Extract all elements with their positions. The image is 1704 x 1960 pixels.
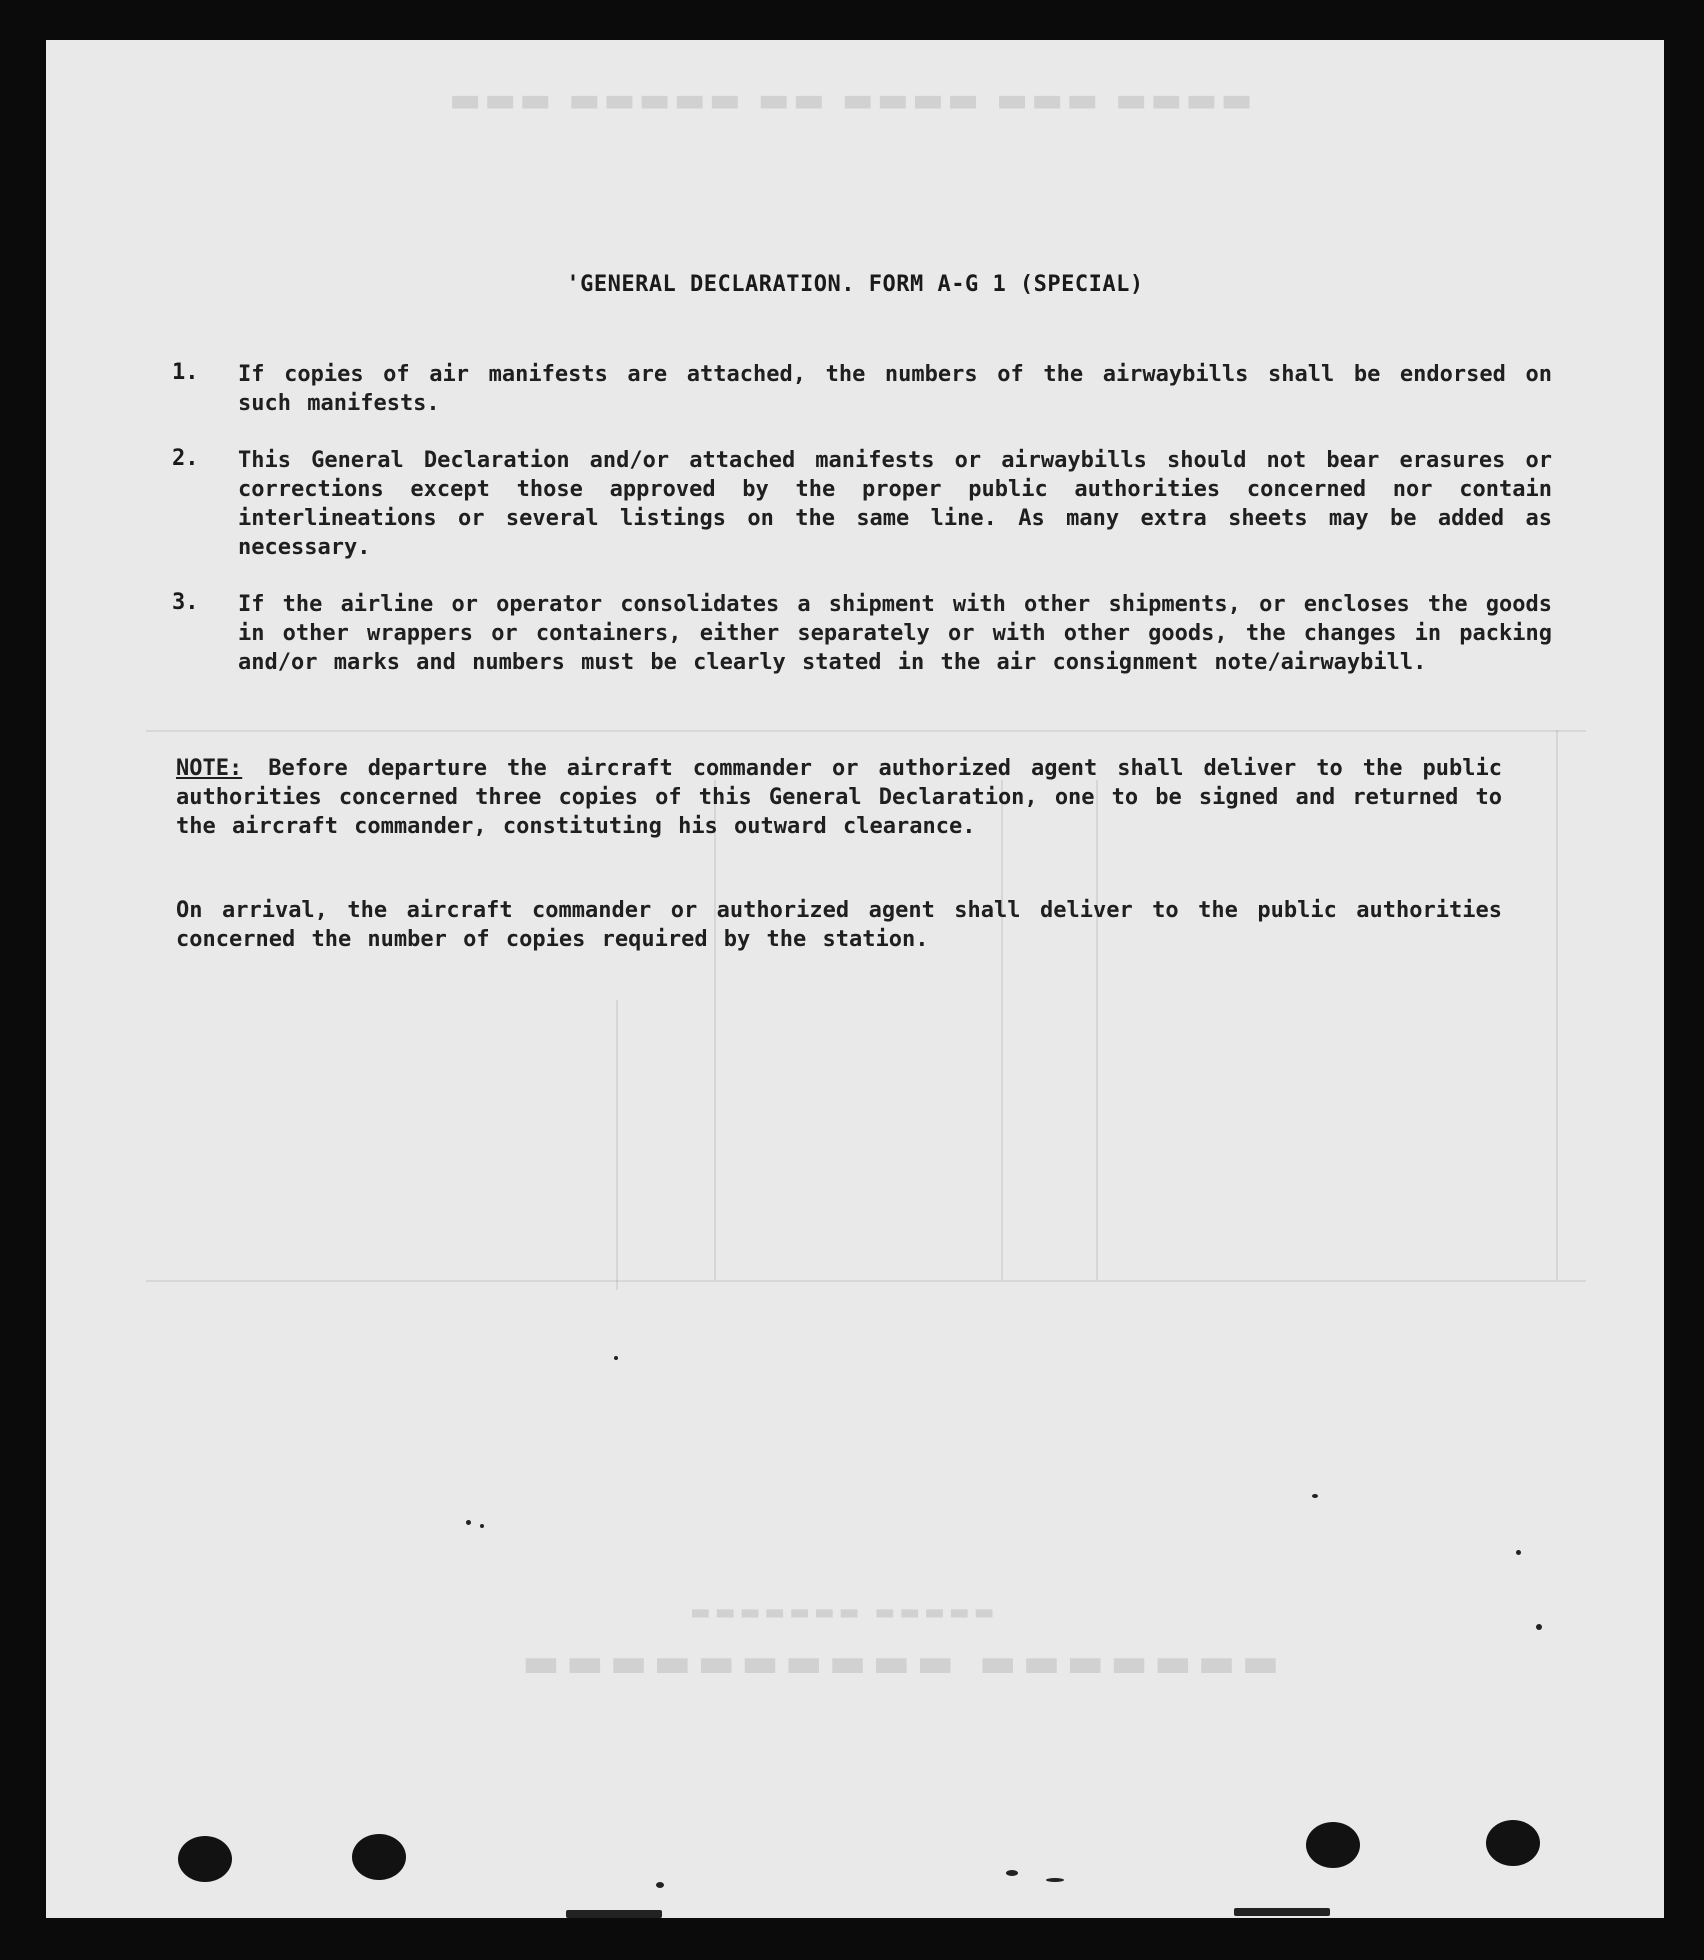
- show-through-rule: [1556, 730, 1558, 1280]
- item-number: 2.: [172, 446, 199, 471]
- ink-speck: [656, 1882, 664, 1888]
- show-through-rule: [616, 1000, 618, 1290]
- item-text: If the airline or operator consolidates a shipment with other shipments, or encloses the goods in other wrappers or containers, either separately or with other goods, the changes in packing and/or marks and numbers must be clearly stated in the air consignment note/airwaybill.: [238, 592, 1552, 675]
- document-page: [46, 40, 1664, 1918]
- item-number: 3.: [172, 590, 199, 615]
- show-through-heading: ▬▬▬▬ ▬▬▬ ▬▬▬▬ ▬▬ ▬▬▬▬▬ ▬▬▬: [446, 80, 1253, 120]
- show-through-heading-2: ▬▬▬▬▬▬▬ ▬▬▬▬▬▬▬▬▬▬: [516, 1640, 1280, 1686]
- ink-speck: [1312, 1494, 1318, 1498]
- show-through-rule: [146, 730, 1586, 732]
- punch-hole: [352, 1834, 406, 1880]
- ink-speck: [1234, 1908, 1330, 1916]
- item-text: This General Declaration and/or attached manifests or airwaybills should not bear erasures or corrections except those approved by the proper public authorities concerned nor contain interlineations or several listings on the same line. As many extra sheets may be added as necessary.: [238, 448, 1552, 560]
- item-number: 1.: [172, 360, 199, 385]
- note-text: Before departure the aircraft commander or authorized agent shall deliver to the public authorities concerned three copies of this General Declaration, one to be signed and returned to the aircraft commander, constituting his outward clearance.: [176, 756, 1502, 839]
- ink-speck: [480, 1524, 484, 1528]
- ink-speck: [614, 1356, 618, 1360]
- ink-speck: [466, 1520, 471, 1525]
- ink-speck: [1046, 1878, 1064, 1882]
- ink-speck: [1536, 1624, 1542, 1630]
- show-through-heading-3: ▬▬▬▬▬ ▬▬▬▬▬▬▬: [686, 1600, 995, 1625]
- ink-speck: [1516, 1550, 1521, 1555]
- show-through-rule: [146, 1280, 1586, 1282]
- punch-hole: [1486, 1820, 1540, 1866]
- list-item: [172, 590, 1552, 677]
- ink-speck: [566, 1910, 662, 1918]
- form-title: 'GENERAL DECLARATION. FORM A-G 1 (SPECIAL): [566, 272, 1144, 297]
- show-through-rule: [1096, 780, 1098, 1280]
- list-item: [172, 446, 1552, 562]
- show-through-rule: [714, 780, 716, 1280]
- item-text: If copies of air manifests are attached, the numbers of the airwaybills shall be endorsed on such manifests.: [238, 362, 1552, 416]
- instructions-list: [172, 360, 1552, 705]
- punch-hole: [178, 1836, 232, 1882]
- note-paragraph: [176, 754, 1502, 841]
- arrival-paragraph: On arrival, the aircraft commander or authorized agent shall deliver to the public authorities concerned the number of copies required by the station.: [176, 898, 1502, 952]
- show-through-rule: [1001, 780, 1003, 1280]
- note-label: NOTE:: [176, 756, 243, 781]
- punch-hole: [1306, 1822, 1360, 1868]
- list-item: [172, 360, 1552, 418]
- ink-speck: [1006, 1870, 1018, 1876]
